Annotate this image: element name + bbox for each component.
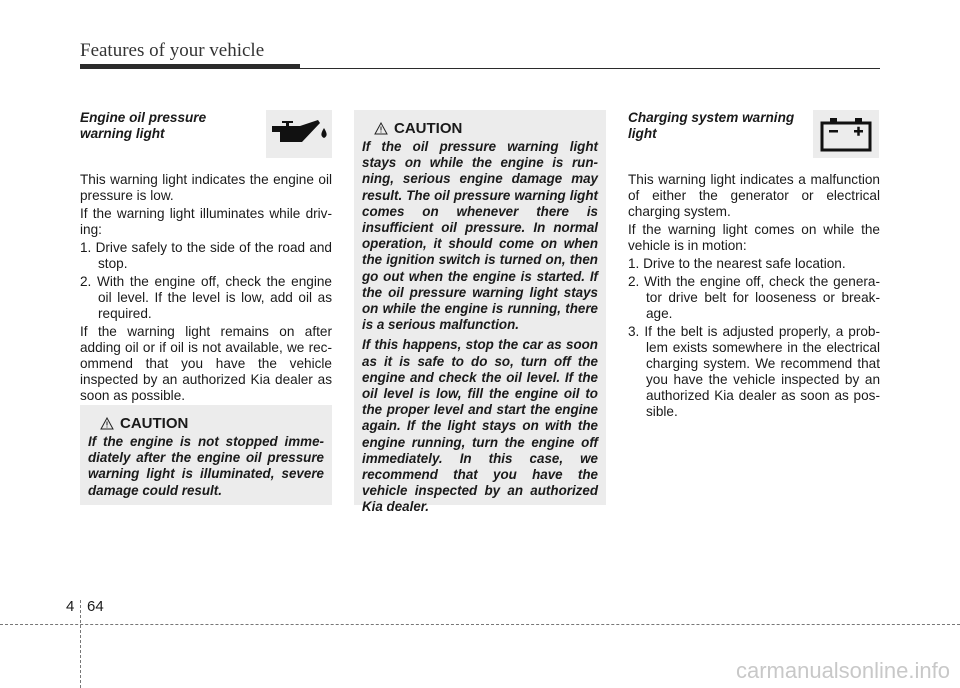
caution-title-text: CAUTION (394, 120, 463, 137)
header-rule-thin (80, 68, 880, 69)
oil-intro: This warning light indicates the engine oil pressure is low. (80, 172, 332, 203)
right-column-body (628, 172, 880, 422)
caution-title (362, 120, 598, 137)
caution-title-text: CAUTION (120, 415, 189, 432)
footer-dashed-divider (80, 600, 81, 688)
charging-steps (628, 256, 880, 420)
watermark-text: carmanualsonline.info (735, 658, 950, 683)
oil-pressure-heading: Engine oil pressure warning light (80, 110, 207, 141)
warning-triangle-icon (100, 417, 114, 430)
oil-if-text: If the warning light illuminates while driv-ing: (80, 206, 332, 237)
charging-intro: This warning light indicates a malfunction of either the generator or electrical charging system. (628, 172, 880, 219)
list-item: 2. With the engine off, check the genera-tor drive belt for looseness or break-age. (628, 274, 880, 321)
list-item: 1. Drive to the nearest safe location. (628, 256, 846, 271)
oil-can-icon (266, 110, 332, 158)
caution-text: If the engine is not stopped imme-diately after the engine oil pressure warning light is illuminated, severe damage could result. (88, 434, 324, 498)
footer-dashed-rule (0, 624, 960, 625)
caution-paragraph: If the oil pressure warning light stays on while the engine is run-ning, serious engine damage may result. The oil pressure warning light comes on whenever there is insufficient oil pressure. In normal operation, it should come on when the ignition switch is turned on, then go out when the engine is started. If the oil pressure warning light stays on while the engine is running, there is a serious malfunction. (362, 139, 598, 333)
list-item: 2. With the engine off, check the engine oil level. If the level is low, add oil as required. (80, 274, 332, 321)
oil-steps (80, 240, 332, 322)
battery-icon (813, 110, 879, 158)
caution-box-left (80, 405, 332, 505)
battery-icon-box (813, 110, 879, 158)
oil-icon-box (266, 110, 332, 158)
left-column-body (80, 172, 332, 406)
oil-closing: If the warning light remains on after adding oil or if oil is not available, we rec-ommend that you have the vehicle inspected by an authorized Kia dealer as soon as possible. (80, 324, 332, 403)
caution-text (362, 139, 598, 516)
page-number: 64 (87, 598, 104, 615)
warning-triangle-icon (374, 122, 388, 135)
list-item: 1. Drive safely to the side of the road and stop. (80, 240, 332, 271)
charging-if-text: If the warning light comes on while the vehicle is in motion: (628, 222, 880, 253)
charging-heading: Charging system warning light (628, 110, 795, 141)
chapter-number: 4 (66, 598, 75, 615)
caution-box-middle (354, 110, 606, 515)
page-header-title: Features of your vehicle (80, 40, 265, 61)
caution-paragraph: If this happens, stop the car as soon as it is safe to do so, turn off the engine and check the oil level. If the oil level is low, fill the engine oil to the proper level and start the engine again. If the light stays on with the engine running, turn the engine off immediately. In this case, we recommend that you have the vehicle inspected by an authorized Kia dealer. (362, 337, 598, 515)
caution-title (88, 415, 324, 432)
list-item: 3. If the belt is adjusted properly, a prob-lem exists somewhere in the electrical charging system. We recommend that you have the vehicle inspected by an authorized Kia dealer as soon as pos-sible. (628, 324, 880, 419)
